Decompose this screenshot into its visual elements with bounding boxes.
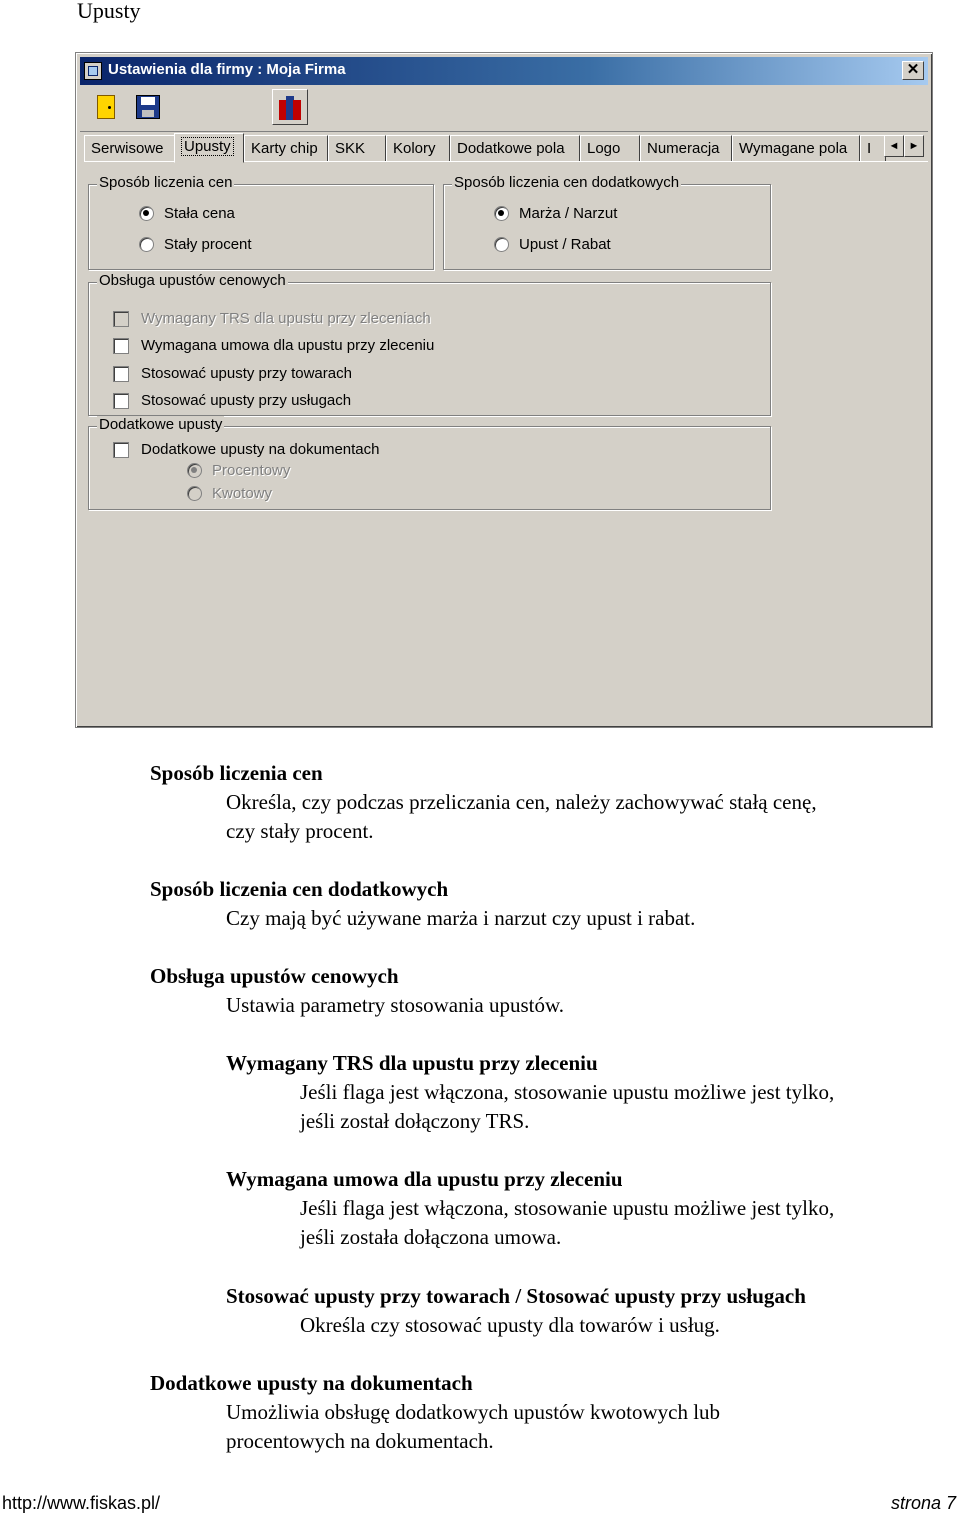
settings-window	[75, 52, 933, 728]
window-titlebar[interactable]	[80, 57, 928, 85]
tab-numeracja[interactable]: Numeracja	[640, 135, 732, 162]
section-title: Sposób liczenia cen	[150, 761, 323, 785]
radio-amount[interactable]	[187, 485, 272, 502]
group-extra-discounts	[88, 416, 771, 510]
section-text: Jeśli flaga jest włączona, stosowanie upustu możliwe jest tylko,	[300, 1080, 835, 1104]
close-button[interactable]: ✕	[902, 61, 924, 80]
section-text: Ustawia parametry stosowania upustów.	[226, 993, 565, 1017]
save-button[interactable]	[130, 89, 166, 125]
tab-panel-upusty	[84, 161, 928, 722]
radio-button[interactable]	[494, 206, 509, 221]
section-text: Określa, czy podczas przeliczania cen, należy zachowywać stałą cenę,	[226, 790, 817, 814]
checkbox-service-discounts[interactable]	[113, 392, 351, 409]
page-heading: Upusty	[77, 0, 141, 23]
option-label: Stała cena	[164, 205, 235, 222]
radio-button[interactable]	[494, 237, 509, 252]
radio-discount[interactable]	[494, 236, 611, 253]
section-text: procentowych na dokumentach.	[226, 1429, 494, 1453]
option-label: Wymagana umowa dla upustu przy zleceniu	[141, 337, 435, 354]
group-extra-price-method	[443, 174, 771, 270]
section-text: Jeśli flaga jest włączona, stosowanie upustu możliwe jest tylko,	[300, 1196, 835, 1220]
checkbox-trs-required[interactable]	[113, 310, 431, 327]
checkbox-goods-discounts[interactable]	[113, 365, 352, 382]
group-price-discounts	[88, 272, 771, 416]
group-price-method	[88, 174, 434, 270]
radio-button[interactable]	[187, 486, 202, 501]
checkbox[interactable]	[113, 338, 129, 354]
toolbar	[80, 87, 928, 132]
section-text: Określa czy stosować upusty dla towarów i usług.	[300, 1313, 720, 1337]
save-icon	[136, 95, 160, 119]
checkbox[interactable]	[113, 366, 129, 382]
tab-upusty[interactable]: Upusty	[174, 133, 244, 163]
tab-next-button[interactable]: ►	[904, 135, 924, 157]
section-text: czy stały procent.	[226, 819, 374, 843]
tab-partial[interactable]: I	[860, 135, 886, 162]
radio-percent[interactable]	[187, 462, 290, 479]
tab-skk[interactable]: SKK	[328, 135, 386, 162]
tab-karty-chip[interactable]: Karty chip	[244, 135, 328, 162]
tab-strip	[84, 133, 928, 163]
tab-serwisowe[interactable]: Serwisowe	[84, 135, 176, 162]
checkbox[interactable]	[113, 442, 129, 458]
option-label: Stały procent	[164, 236, 252, 253]
checkbox-document-discounts[interactable]	[113, 441, 379, 458]
radio-button[interactable]	[139, 206, 154, 221]
section-text: Czy mają być używane marża i narzut czy upust i rabat.	[226, 906, 696, 930]
footer-url[interactable]: http://www.fiskas.pl/	[2, 1493, 161, 1513]
tab-logo[interactable]: Logo	[580, 135, 640, 162]
radio-margin[interactable]	[494, 205, 617, 222]
group-label: Obsługa upustów cenowych	[99, 272, 286, 289]
door-icon	[97, 95, 115, 119]
radio-button[interactable]	[139, 237, 154, 252]
group-label: Sposób liczenia cen dodatkowych	[454, 174, 680, 191]
window-system-icon[interactable]	[84, 62, 102, 80]
group-label: Sposób liczenia cen	[99, 174, 233, 191]
checkbox-contract-required[interactable]	[113, 337, 434, 354]
radio-fixed-price[interactable]	[139, 205, 235, 222]
tab-wymagane-pola[interactable]: Wymagane pola	[732, 135, 860, 162]
subsection-title: Wymagana umowa dla upustu przy zleceniu	[226, 1167, 623, 1191]
option-label: Procentowy	[212, 462, 291, 479]
option-label: Wymagany TRS dla upustu przy zleceniach	[141, 310, 431, 327]
section-text: Umożliwia obsługę dodatkowych upustów kwotowych lub	[226, 1400, 721, 1424]
window-title: Ustawienia dla firmy : Moja Firma	[108, 61, 346, 78]
option-label: Kwotowy	[212, 485, 273, 502]
tab-dodatkowe-pola[interactable]: Dodatkowe pola	[450, 135, 580, 162]
radio-button[interactable]	[187, 463, 202, 478]
tab-kolory[interactable]: Kolory	[386, 135, 450, 162]
option-label: Upust / Rabat	[519, 236, 611, 253]
exit-button[interactable]	[88, 89, 124, 125]
option-label: Stosować upusty przy usługach	[141, 392, 352, 409]
option-label: Stosować upusty przy towarach	[141, 365, 352, 382]
section-title: Obsługa upustów cenowych	[150, 964, 399, 988]
option-label: Dodatkowe upusty na dokumentach	[141, 441, 380, 458]
option-label: Marża / Narzut	[519, 205, 618, 222]
checkbox[interactable]	[113, 311, 129, 327]
subsection-title: Wymagany TRS dla upustu przy zleceniu	[226, 1051, 598, 1075]
tab-prev-button[interactable]: ◄	[884, 135, 904, 157]
section-title: Sposób liczenia cen dodatkowych	[150, 877, 449, 901]
checkbox[interactable]	[113, 393, 129, 409]
users-button[interactable]	[272, 89, 308, 125]
section-text: jeśli został dołączony TRS.	[300, 1109, 530, 1133]
subsection-title: Stosować upusty przy towarach / Stosować upusty przy usługach	[226, 1284, 806, 1308]
footer-page-number: strona 7	[890, 1493, 956, 1513]
group-label: Dodatkowe upusty	[99, 416, 223, 433]
section-text: jeśli została dołączona umowa.	[300, 1225, 562, 1249]
users-icon	[277, 94, 303, 120]
section-title: Dodatkowe upusty na dokumentach	[150, 1371, 473, 1395]
radio-fixed-percent[interactable]	[139, 236, 252, 253]
